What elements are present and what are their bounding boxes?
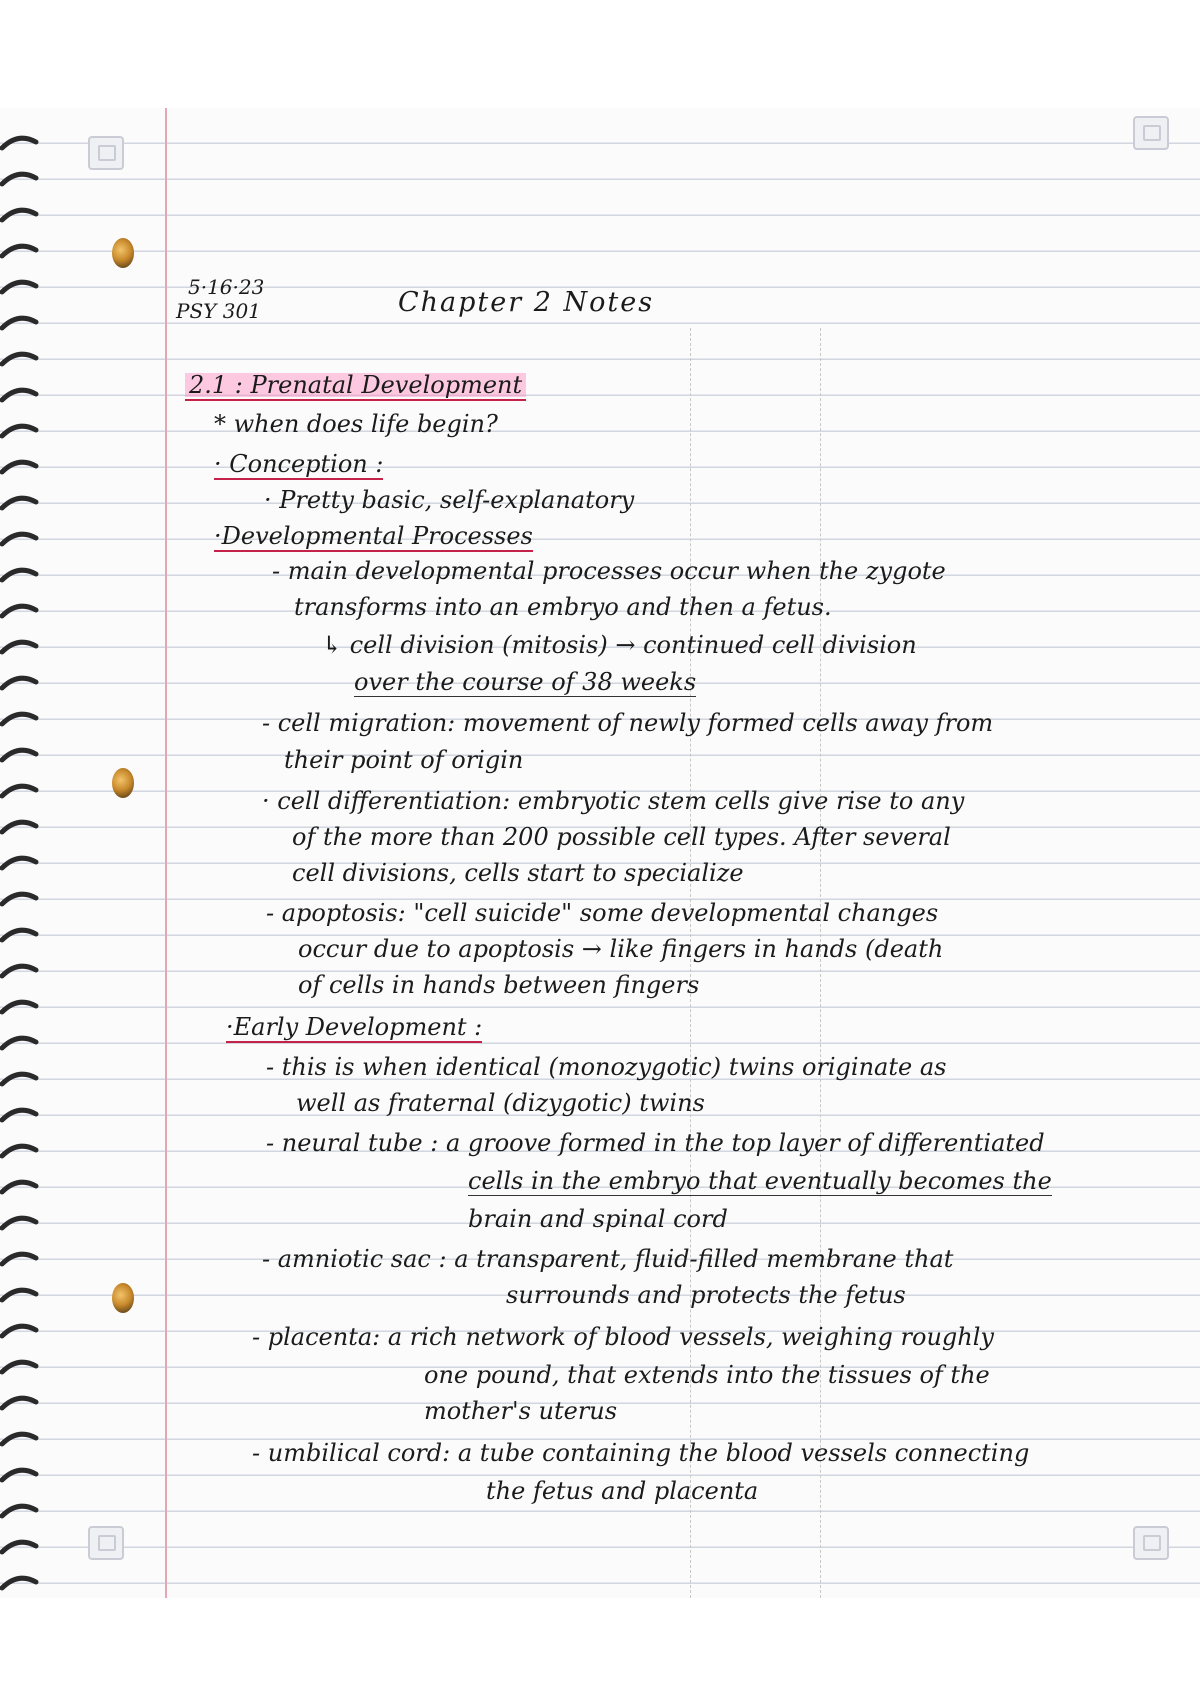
spiral-coil (2, 1434, 36, 1444)
note-line: - main developmental processes occur when the zygote (272, 557, 946, 585)
spiral-coil (2, 642, 36, 652)
spiral-coil (2, 606, 36, 616)
spiral-coil (2, 498, 36, 508)
note-line: · Conception : (214, 450, 384, 478)
spiral-coil (2, 174, 36, 184)
spiral-coil (2, 282, 36, 292)
spiral-coil (2, 1470, 36, 1480)
note-line: cell divisions, cells start to specialize (292, 859, 744, 887)
note-line: - placenta: a rich network of blood vessels, weighing roughly (252, 1323, 994, 1351)
spiral-coil (2, 678, 36, 688)
spiral-coil (2, 1110, 36, 1120)
note-line: over the course of 38 weeks (354, 668, 697, 696)
note-line: the fetus and placenta (486, 1477, 759, 1505)
spiral-coil (2, 1218, 36, 1228)
note-line: surrounds and protects the fetus (506, 1281, 906, 1309)
note-line: - cell migration: movement of newly formed cells away from (262, 709, 994, 737)
spiral-coil (2, 570, 36, 580)
note-line: - neural tube : a groove formed in the top layer of differentiated (266, 1129, 1045, 1157)
note-line: their point of origin (284, 746, 524, 774)
punch-hole (112, 238, 134, 268)
spiral-coil (2, 1542, 36, 1552)
spiral-coil (2, 1074, 36, 1084)
note-line: of the more than 200 possible cell types. After several (292, 823, 951, 851)
spiral-coil (2, 858, 36, 868)
note-line: - this is when identical (monozygotic) twins originate as (266, 1053, 947, 1081)
spiral-coil (2, 786, 36, 796)
section-heading: 2.1 : Prenatal Development (185, 370, 526, 400)
note-line: ↳ cell division (mitosis) → continued cell division (322, 631, 917, 659)
note-line: mother's uterus (424, 1397, 618, 1425)
course-code: PSY 301 (176, 299, 261, 323)
note-line: - umbilical cord: a tube containing the blood vessels connecting (252, 1439, 1030, 1467)
margin-line (165, 108, 167, 1598)
punch-hole (112, 768, 134, 798)
spiral-coil (2, 1254, 36, 1264)
note-line: transforms into an embryo and then a fetus. (294, 593, 832, 621)
spiral-coil (2, 390, 36, 400)
note-line: brain and spinal cord (468, 1205, 728, 1233)
spiral-coil (2, 462, 36, 472)
corner-logo-icon (1133, 116, 1169, 150)
spiral-coil (2, 354, 36, 364)
spiral-coil (2, 318, 36, 328)
spiral-coil (2, 138, 36, 148)
spiral-coil (2, 1002, 36, 1012)
note-line: well as fraternal (dizygotic) twins (296, 1089, 705, 1117)
spiral-coil (2, 822, 36, 832)
spiral-coil (2, 1398, 36, 1408)
spiral-coil (2, 930, 36, 940)
spiral-coil (2, 714, 36, 724)
spiral-coil (2, 1290, 36, 1300)
punch-hole (112, 1283, 134, 1313)
note-line: one pound, that extends into the tissues of the (424, 1361, 990, 1389)
page-title: Chapter 2 Notes (398, 287, 655, 318)
note-line: occur due to apoptosis → like fingers in hands (death (298, 935, 944, 963)
corner-logo-icon (1133, 1526, 1169, 1560)
note-line: cells in the embryo that eventually becomes the (468, 1167, 1052, 1195)
note-line: - amniotic sac : a transparent, fluid-filled membrane that (262, 1245, 954, 1273)
spiral-coil (2, 1182, 36, 1192)
spiral-coil (2, 1146, 36, 1156)
note-line: ·Developmental Processes (214, 522, 533, 550)
spiral-coil (2, 1506, 36, 1516)
note-line: · Pretty basic, self-explanatory (264, 486, 635, 514)
spiral-coil (2, 894, 36, 904)
spiral-coil (2, 1326, 36, 1336)
spiral-coil (2, 1362, 36, 1372)
spiral-coil (2, 966, 36, 976)
spiral-coil (2, 426, 36, 436)
spiral-coil (2, 1578, 36, 1588)
spiral-coil (2, 246, 36, 256)
corner-logo-icon (88, 1526, 124, 1560)
spiral-coil (2, 1038, 36, 1048)
spiral-coil (2, 534, 36, 544)
note-line: * when does life begin? (214, 410, 498, 438)
note-line: of cells in hands between fingers (298, 971, 700, 999)
spiral-coil (2, 210, 36, 220)
spiral-binding (0, 128, 50, 1598)
note-line: · cell differentiation: embryotic stem cells give rise to any (262, 787, 965, 815)
note-line: ·Early Development : (226, 1013, 483, 1041)
note-line: - apoptosis: "cell suicide" some developmental changes (266, 899, 939, 927)
spiral-coil (2, 750, 36, 760)
corner-logo-icon (88, 136, 124, 170)
date: 5·16·23 (188, 275, 265, 299)
